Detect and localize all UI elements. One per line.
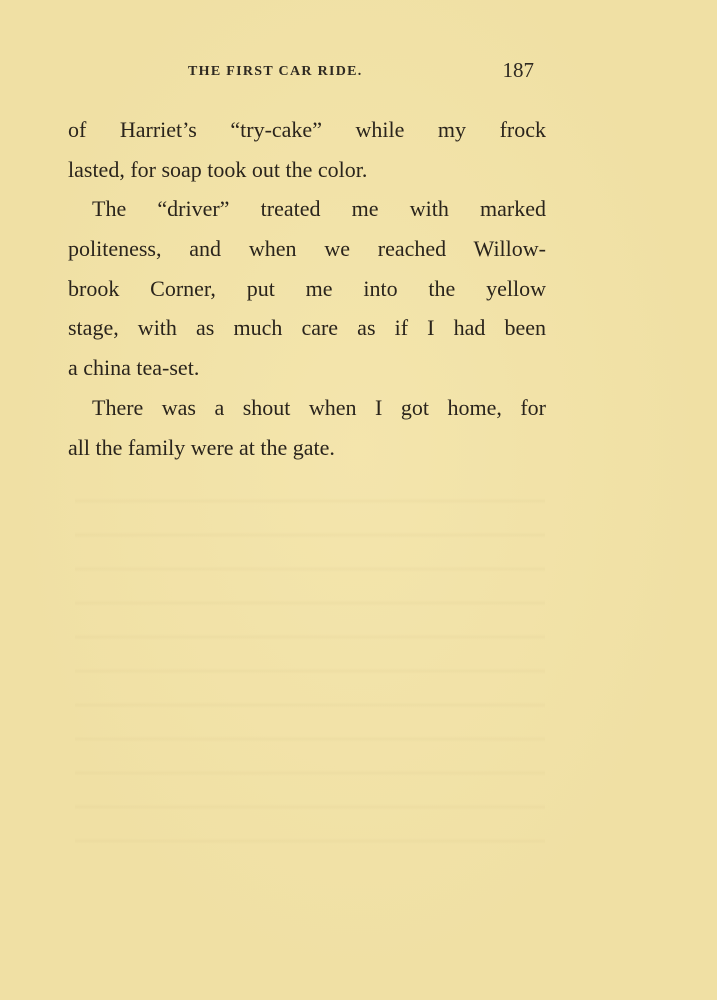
text-line: all the family were at the gate. — [68, 434, 335, 460]
text-line: a china tea-set. — [68, 355, 200, 381]
show-through-texture — [75, 470, 545, 870]
text-line: There was a shout when I got home, for — [92, 394, 546, 420]
page-number: 187 — [502, 58, 534, 82]
page-header — [188, 58, 546, 88]
text-line: lasted, for soap took out the color. — [68, 156, 368, 182]
text-line: politeness, and when we reached Willow- — [68, 236, 546, 262]
text-line: stage, with as much care as if I had been — [68, 315, 546, 341]
body-text — [68, 110, 546, 467]
text-line: The “driver” treated me with marked — [92, 196, 546, 222]
text-line: of Harriet’s “try-cake” while my frock — [68, 117, 546, 142]
text-line: brook Corner, put me into the yellow — [68, 275, 546, 301]
running-title: THE FIRST CAR RIDE. — [188, 64, 363, 79]
